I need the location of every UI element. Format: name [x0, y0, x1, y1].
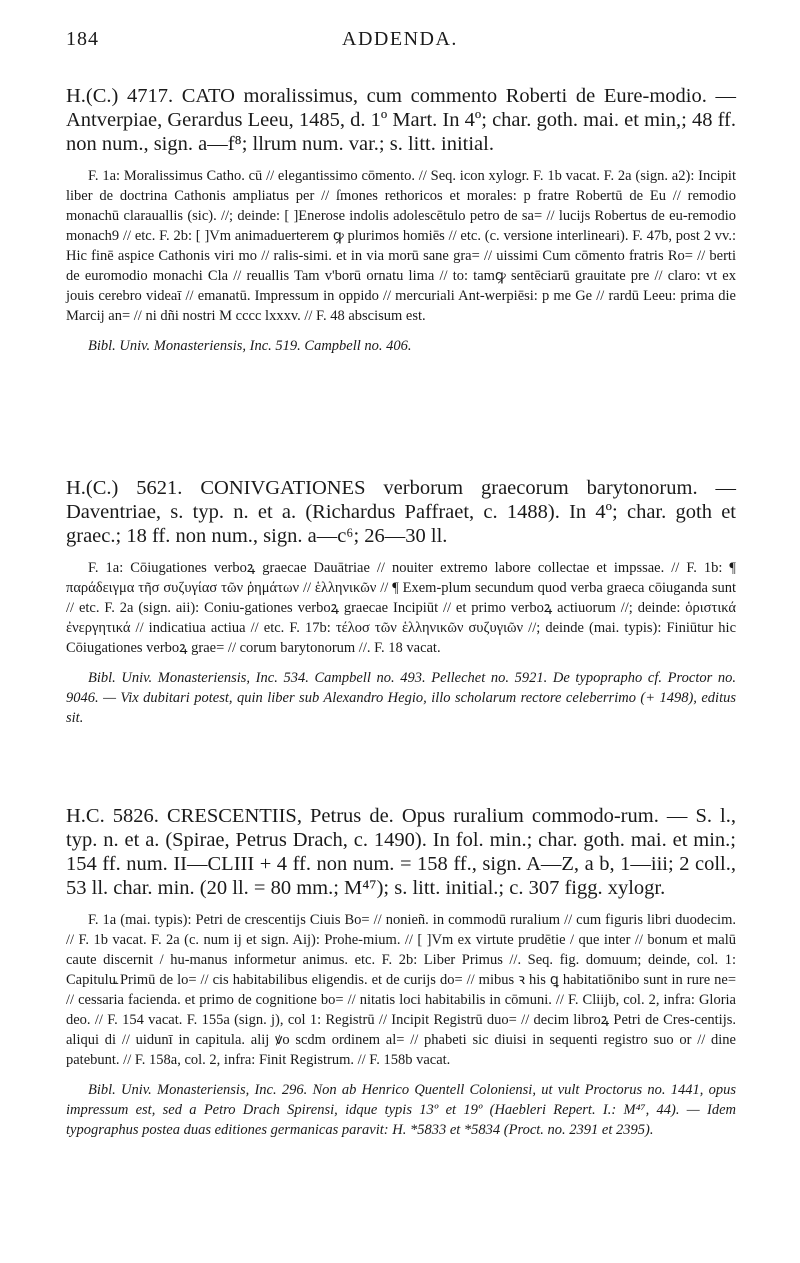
entry-coniugationes	[66, 476, 736, 728]
section-title: ADDENDA.	[342, 28, 458, 50]
entry-bibliography: Bibl. Univ. Monasteriensis, Inc. 296. Non ab Henrico Quentell Coloniensi, ut vult Proctorus no. 1441, opus impressum est, sed a Petro Drach Spirensi, idque typis 13º et 19º (Haebleri Repert. I.: M⁴⁷, 44). — Idem typographus postea duas editiones germanicas paravit: H. *5833 et *5834 (Proct. no. 2391 et 2395).	[66, 1082, 736, 1138]
entry-description: F. 1a (mai. typis): Petri de crescentijs Ciuis Bo= // nonieñ. in commodū ruralium // cum figuris libri duodecim. // F. 1b vacat. F. 2a (c. num ij et sign. Aij): Prohe-mium. // [ ]Vm ex virtute prudētie / que inter // bonum et malū caute discernit / hu-manus informetur animus. etc. F. 2b: Liber Primus //. Seq. fig. domuum; deinde, col. 1: Capitulu꜡ Primū de lo= // cis habitabilibus eligendis. et de curijs do= // mibus ꝛ his ꝗ habitatiōnibo sunt in rure ne= // cessaria facienda. et primo de cognitione bo= // nitatis loci habitabilis in cōmuni. // F. Cliijb, col. 2, infra: Gloria deo. // F. 154 vacat. F. 155a (sign. j), col 1: Registrū // Incipit Registrū duo= // decim libroꝝ Petri de Cres-centijs. aliqui di // uidunī in capitula. alij ꝟo scdm ordinem al= // phabeti sic diuisi in sequenti registro suo or // dine patebunt. // F. 158a, col. 2, infra: Finit Registrum. // F. 158b vacat.	[66, 912, 736, 1068]
page-number: 184	[66, 28, 99, 50]
entry-heading: H.C. 5826. CRESCENTIIS, Petrus de. Opus ruralium commodo-rum. — S. l., typ. n. et a. (Spirae, Petrus Drach, c. 1490). In fol. min.; char. goth. mai. et min.; 154 ff. num. II—CLIII + 4 ff. non num. = 158 ff., sign. A—Z, a b, 1—iii; 2 coll., 53 ll. char. min. (20 ll. = 80 mm.; M⁴⁷); s. litt. initial.; c. 307 figg. xylogr.	[66, 805, 736, 899]
entry-description: F. 1a: Cōiugationes verboꝝ graecae Dauātriae // nouiter extremo labore collectae et impssae. // F. 1b: ¶ παράδειγμα τῆσ συζυγίασ τῶν ῥημάτων // ἑλληνικῶν // ¶ Exem-plum secundum quod verba graeca cōiuganda sunt // etc. F. 2a (sign. aii): Coniu-gationes verboꝝ graecae Incipiūt // et primo verboꝝ actiuorum //; deinde: ὁριστικά ἐνεργητικά // indicatiua actiua // etc. F. 17b: τέλοσ τῶν ἑλληνικῶν συζυγιῶν //; deinde (mai. typis): Finiūtur hic Cōiugationes verboꝝ grae= // corum barytonorum //. F. 18 vacat.	[66, 560, 736, 656]
entry-cato	[66, 84, 736, 356]
entry-description: F. 1a: Moralissimus Catho. cū // elegantissimo cōmento. // Seq. icon xylogr. F. 1b vacat. F. 2a (sign. a2): Incipit liber de doctrina Cathonis ampliatus per // ſmones rethoricos et morales: p fratre Robertū de Eu // remodio monachū clarauallis (sic). //; deinde: [ ]Enerose indolis adolescētulo petro de sa= // lucijs Robertus de eu-remodio monach9 // etc. F. 2b: [ ]Vm animaduerterem ꝙ plurimos homiēs // etc. (c. versione interlineari). F. 47b, post 2 vv.: Hic finē aspice Cathonis viri mo // ralis-simi. et in via morū sane gra= // uissimi Cum cōmento fratris Ro= // berti de euromodio monachi Cla // reuallis Tam v'borū ornatu lima // to: tamꝙ sentēciarū grauitate pre // claro: vt ex jouis cerebro videaī // emanatū. Impressum in oppido // mercuriali Ant-werpiēsi: p me Ge // rardū Leeu: prima die Marcij an= // ni dñi nostri M cccc lxxxv. // F. 48 abscisum est.	[66, 168, 736, 324]
entry-crescentiis	[66, 804, 736, 1140]
entry-heading: H.(C.) 4717. CATO moralissimus, cum commento Roberti de Eure-modio. — Antverpiae, Gerardus Leeu, 1485, d. 1º Mart. In 4º; char. goth. mai. et min,; 48 ff. non num., sign. a—f⁸; llrum num. var.; s. litt. initial.	[66, 85, 736, 155]
entry-bibliography: Bibl. Univ. Monasteriensis, Inc. 534. Campbell no. 493. Pellechet no. 5921. De typopraрho cf. Proctor no. 9046. — Vix dubitari potest, quin liber sub Alexandro Hegio, illo scholarum rectore celeberrimo (+ 1498), editus sit.	[66, 670, 736, 726]
entry-bibliography: Bibl. Univ. Monasteriensis, Inc. 519. Campbell no. 406.	[88, 338, 412, 354]
running-head	[66, 28, 734, 54]
entry-heading: H.(C.) 5621. CONIVGATIONES verborum graecorum barytonorum. — Daventriae, s. typ. n. et a. (Richardus Paffraet, c. 1488). In 4º; char. goth et graec.; 18 ff. non num., sign. a—c⁶; 26—30 ll.	[66, 477, 736, 547]
